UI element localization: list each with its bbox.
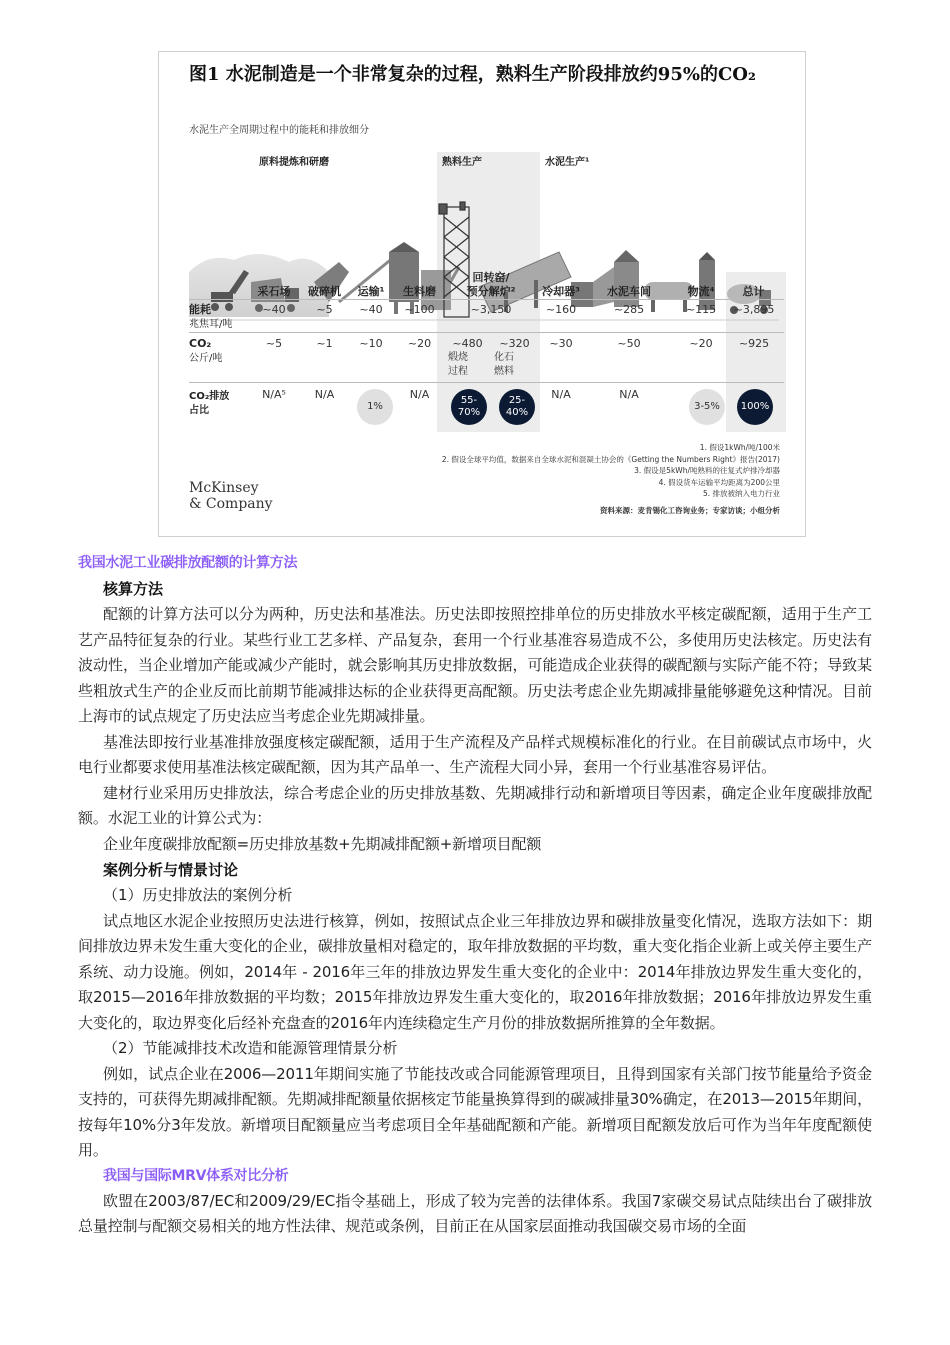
co2-transport: ~10 bbox=[359, 337, 383, 350]
energy-logistics: ~115 bbox=[685, 303, 717, 316]
paragraph-mrv-comparison: 欧盟在2003/87/EC和2009/29/EC指令基础上，形成了较为完善的法律体系。我国7家碳交易试点陆续出台了碳排放总量控制与配额交易相关的地方性法律、规范或条例，目前正在从国家层面推动我国碳交易市场的全面 bbox=[78, 1191, 872, 1235]
row-share-label: CO₂排放 占比 bbox=[189, 391, 230, 416]
energy-quarry: ~40 bbox=[262, 303, 286, 316]
footnote-5: 5. 排放被纳入电力行业 bbox=[702, 489, 780, 498]
energy-total: ~3,895 bbox=[733, 303, 775, 316]
col-kiln: 回转窑/ 预分解炉² bbox=[466, 271, 516, 298]
row-co2-label: CO₂ 公斤/吨 bbox=[189, 337, 223, 364]
energy-raw-mill: ~100 bbox=[404, 303, 435, 316]
table-rule-3 bbox=[189, 382, 784, 383]
cement-process-figure bbox=[158, 51, 806, 537]
col-cement-plant: 水泥车间 bbox=[607, 285, 651, 298]
co2-kiln-fuel: ~320 bbox=[499, 337, 530, 350]
share-logistics: 3-5% bbox=[689, 389, 725, 425]
energy-transport: ~40 bbox=[359, 303, 383, 316]
energy-crusher: ~5 bbox=[316, 303, 333, 316]
col-crusher: 破碎机 bbox=[308, 285, 341, 298]
footnote-1: 1. 假设1kWh/吨/100米 bbox=[699, 443, 780, 452]
paragraph-historical-case: 试点地区水泥企业按照历史法进行核算，例如，按照试点企业三年排放边界和碳排放量变化情况，选取方法如下：期间排放边界未发生重大变化的企业，碳排放量相对稳定的，取年排放数据的平均数，重大变化指企业新上或关停主要生产系统、动力设施。例如，2014年 - 2016年三年的排放边界发生重大变化的企业中：2014年排放边界发生重大变化的，取2015—2016年排放数据的平均数；2015年排放边界发生重大变化的，取2016年排放数据；2016年排放边界发生重大变化的，取边界变化后经补充盘查的2016年内连续稳定生产月份的排放数据所推算的全年数据。 bbox=[78, 911, 872, 1032]
paragraph-energy-saving: 例如，试点企业在2006—2011年期间实施了节能技改或合同能源管理项目，且得到国家有关部门按节能量给予资金支持的，可获得先期减排配额。先期减排配额量依据核定节能量换算得到的碳减排量30%确定，在2013—2015年期间，按每年10%分3年发放。新增项目配额量应当考虑项目全年基础配额和产能。新增项目配额发放后可作为当年年度配额使用。 bbox=[78, 1064, 872, 1159]
co2-quarry: ~5 bbox=[265, 337, 283, 350]
paragraph-benchmark-method: 基准法即按行业基准排放强度核定碳配额，适用于生产流程及产品样式规模标准化的行业。在目前碳试点市场中，火电行业都要求使用基准法核定碳配额，因为其产品单一、生产流程大同小异，套用一个行业基准容易评估。 bbox=[78, 732, 872, 776]
col-total: 总计 bbox=[742, 285, 765, 298]
share-cooler: N/A bbox=[551, 388, 571, 401]
subsection-historical-case: （1）历史排放法的案例分析 bbox=[103, 886, 293, 904]
co2-cooler: ~30 bbox=[549, 337, 573, 350]
col-logistics: 物流⁴ bbox=[687, 285, 715, 298]
co2-kiln-calcination: ~480 bbox=[452, 337, 483, 350]
co2-total: ~925 bbox=[738, 337, 770, 350]
col-transport: 运输¹ bbox=[357, 285, 385, 298]
footnotes bbox=[442, 442, 780, 500]
subheading-case-analysis: 案例分析与情景讨论 bbox=[103, 861, 239, 879]
energy-cooler: ~160 bbox=[545, 303, 577, 316]
cement-silo-icon bbox=[699, 252, 715, 310]
stage-label-raw: 原料提炼和研磨 bbox=[259, 157, 329, 168]
paragraph-building-materials: 建材行业采用历史排放法，综合考虑企业的历史排放基数、先期减排行动和新增项目等因素，确定企业年度碳排放配额。水泥工业的计算公式为： bbox=[78, 783, 872, 827]
footnote-3: 3. 假设是5kWh/吨熟料的往复式炉排冷却器 bbox=[634, 466, 780, 475]
share-crusher: N/A bbox=[314, 388, 335, 401]
share-transport: 1% bbox=[357, 389, 393, 425]
share-cement-plant: N/A bbox=[619, 388, 639, 401]
co2-cement-plant: ~50 bbox=[617, 337, 641, 350]
share-total: 100% bbox=[737, 389, 773, 425]
co2-logistics: ~20 bbox=[689, 337, 713, 350]
section-heading-allowance-method: 我国水泥工业碳排放配额的计算方法 bbox=[78, 555, 298, 571]
figure-source: 资料来源：麦肯锡化工咨询业务；专家访谈；小组分析 bbox=[600, 506, 780, 515]
col-raw-mill: 生料磨 bbox=[403, 285, 436, 298]
stage-label-cement: 水泥生产¹ bbox=[545, 157, 590, 168]
energy-cement-plant: ~285 bbox=[613, 303, 645, 316]
col-cooler: 冷却器³ bbox=[542, 285, 580, 298]
table-rule-2 bbox=[189, 332, 784, 333]
figure-title: 图1 水泥制造是一个非常复杂的过程，熟料生产阶段排放约95%的CO₂ bbox=[189, 64, 756, 85]
row-energy-label: 能耗 兆焦耳/吨 bbox=[189, 303, 233, 330]
energy-kiln: ~3,150 bbox=[470, 303, 512, 316]
kiln-note-calcination: 煅烧 过程 bbox=[448, 352, 468, 377]
share-raw-mill: N/A bbox=[409, 388, 430, 401]
co2-crusher: ~1 bbox=[316, 337, 333, 350]
footnote-4: 4. 假设货车运输平均距离为200公里 bbox=[658, 477, 780, 487]
share-kiln-calcination: 55- 70% bbox=[451, 389, 487, 425]
section-heading-mrv-comparison: 我国与国际MRV体系对比分析 bbox=[103, 1167, 289, 1184]
figure-subtitle: 水泥生产全周期过程中的能耗和排放细分 bbox=[189, 125, 369, 136]
paragraph-historical-method: 配额的计算方法可以分为两种，历史法和基准法。历史法即按照控排单位的历史排放水平核定碳配额，适用于生产工艺产品特征复杂的行业。某些行业工艺多样、产品复杂，套用一个行业基准容易造成不公，多使用历史法核定。历史法有波动性，当企业增加产能或减少产能时，就会影响其历史排放数据，可能造成企业获得的碳配额与实际产能不符；导致某些粗放式生产的企业反而比前期节能减排达标的企业获得更高配额。历史法考虑企业先期减排量能够避免这种情况。目前上海市的试点规定了历史法应当考虑企业先期减排量。 bbox=[78, 605, 872, 725]
stage-label-clinker: 熟料生产 bbox=[442, 157, 482, 168]
allowance-formula: 企业年度碳排放配额=历史排放基数+先期减排配额+新增项目配额 bbox=[103, 834, 542, 853]
subheading-accounting-method: 核算方法 bbox=[103, 580, 164, 598]
kiln-note-fuel: 化石 燃料 bbox=[494, 352, 514, 377]
col-quarry: 采石场 bbox=[257, 285, 291, 298]
share-kiln-fuel: 25- 40% bbox=[499, 389, 535, 425]
subsection-energy-saving: （2）节能减排技术改造和能源管理情景分析 bbox=[103, 1039, 398, 1057]
table-rule-1 bbox=[189, 299, 784, 300]
mckinsey-logo: McKinsey & Company bbox=[189, 480, 273, 512]
co2-raw-mill: ~20 bbox=[407, 337, 432, 350]
share-quarry: N/A⁵ bbox=[262, 388, 286, 401]
footnote-2: 2. 假设全球平均值，数据来自全球水泥和混凝土协会的《Getting the Numbers Right》报告(2017) bbox=[441, 454, 780, 464]
article-body bbox=[78, 551, 872, 1240]
